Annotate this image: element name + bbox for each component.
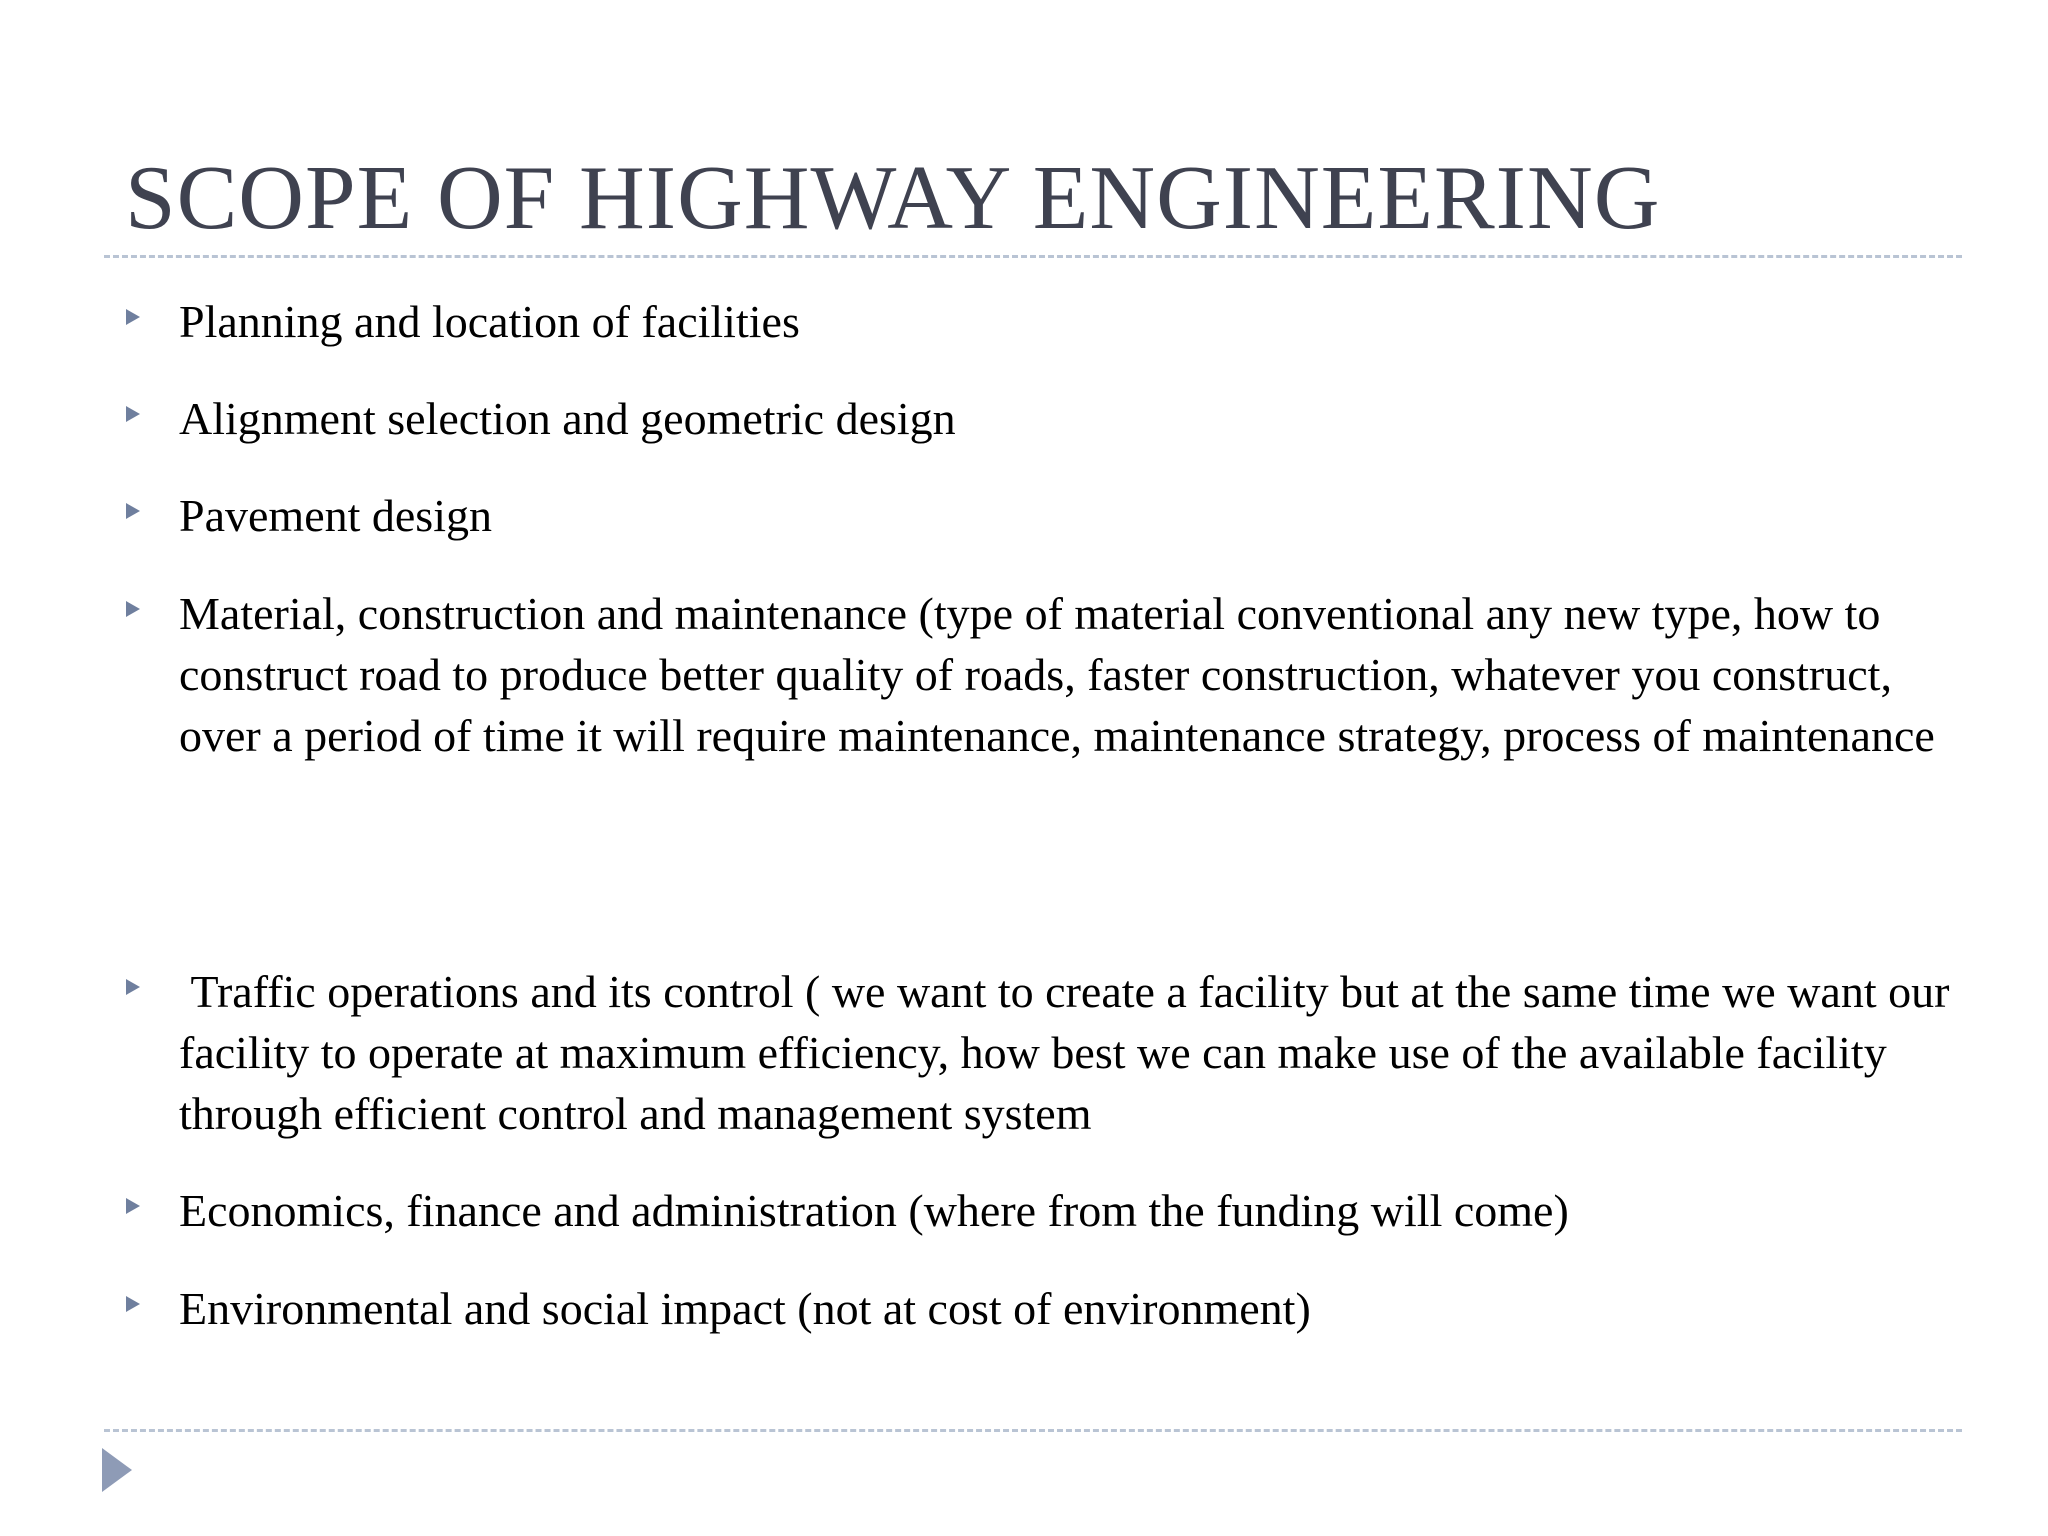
bullet-text: Traffic operations and its control ( we want to create a facility but at the same time we want our facility to operate at maximum efficiency, how best we can make use of the available facility through efficient control and management system — [179, 966, 1961, 1139]
bullet-triangle-icon — [126, 1296, 140, 1312]
bullet-text: Alignment selection and geometric design — [179, 393, 956, 444]
bullet-triangle-icon — [126, 309, 140, 325]
bullet-text: Environmental and social impact (not at cost of environment) — [179, 1283, 1311, 1334]
bullet-text: Planning and location of facilities — [179, 296, 800, 347]
bullet-triangle-icon — [126, 1198, 140, 1214]
bullet-triangle-icon — [126, 601, 140, 617]
title-divider — [104, 255, 1962, 258]
bullet-triangle-icon — [126, 979, 140, 995]
play-arrow-icon[interactable] — [102, 1448, 132, 1492]
bullet-text: Pavement design — [179, 490, 492, 541]
bullet-text: Economics, finance and administration (where from the funding will come) — [179, 1185, 1569, 1236]
footer-divider — [104, 1429, 1962, 1432]
slide-title: SCOPE OF HIGHWAY ENGINEERING — [125, 147, 1661, 248]
bullet-triangle-icon — [126, 503, 140, 519]
bullet-triangle-icon — [126, 406, 140, 422]
bullet-text: Material, construction and maintenance (type of material conventional any new type, how to construct road to produce better quality of roads, faster construction, whatever you construct, over a period of time it will require maintenance, maintenance strategy, process of maintenance — [179, 588, 1935, 761]
